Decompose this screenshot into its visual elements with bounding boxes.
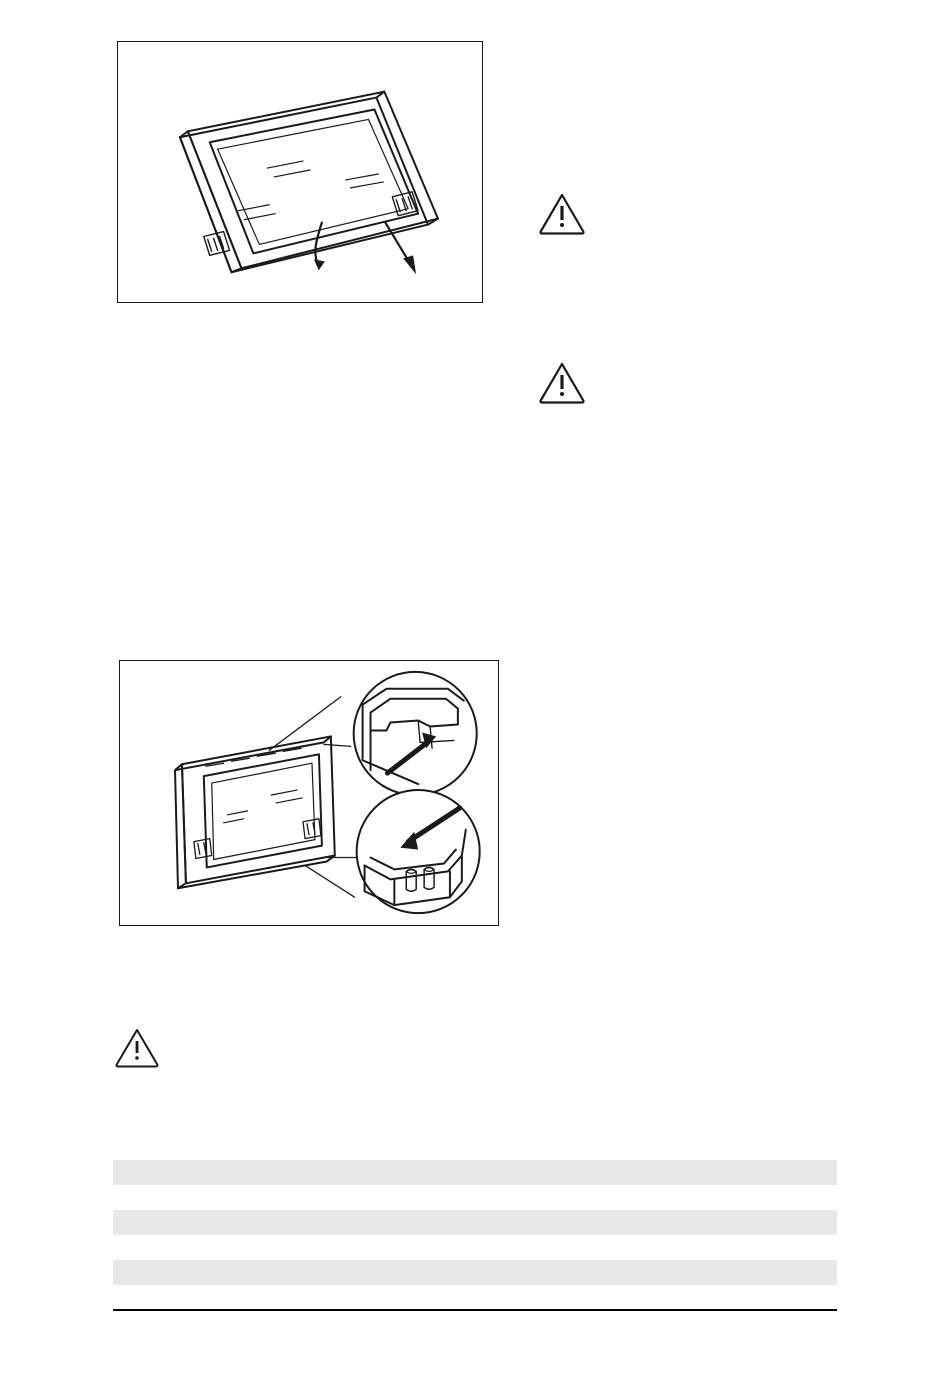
warning-triangle-glyph: [113, 1025, 161, 1069]
table-cell: [475, 1260, 837, 1285]
table-row: [113, 1260, 837, 1285]
table-cell: [475, 1285, 837, 1310]
table-row: [113, 1235, 837, 1260]
table-cell: [113, 1235, 475, 1260]
table-row: [113, 1210, 837, 1235]
table-cell: [113, 1285, 475, 1310]
table-body: [113, 1160, 837, 1310]
table-cell: [475, 1160, 837, 1185]
table-cell: [113, 1160, 475, 1185]
table-row: [113, 1185, 837, 1210]
door-removal-illustration: [118, 42, 482, 302]
warning-triangle-icon: [113, 1025, 161, 1069]
table-row: [113, 1160, 837, 1185]
specification-table: [113, 1160, 837, 1310]
figure-glass-panels: [119, 660, 499, 926]
table-cell: [113, 1185, 475, 1210]
warning-triangle-icon: [538, 360, 586, 404]
table-row: [113, 1285, 837, 1310]
warning-triangle-icon: [538, 191, 586, 235]
warning-triangle-glyph: [538, 360, 586, 404]
table-cell: [475, 1185, 837, 1210]
table-cell: [475, 1235, 837, 1260]
table-bottom-rule: [113, 1309, 837, 1311]
table-cell: [475, 1210, 837, 1235]
figure-door-removal: [117, 41, 483, 303]
glass-panel-illustration: [120, 661, 498, 925]
table-cell: [113, 1260, 475, 1285]
warning-triangle-glyph: [538, 191, 586, 235]
table-cell: [113, 1210, 475, 1235]
